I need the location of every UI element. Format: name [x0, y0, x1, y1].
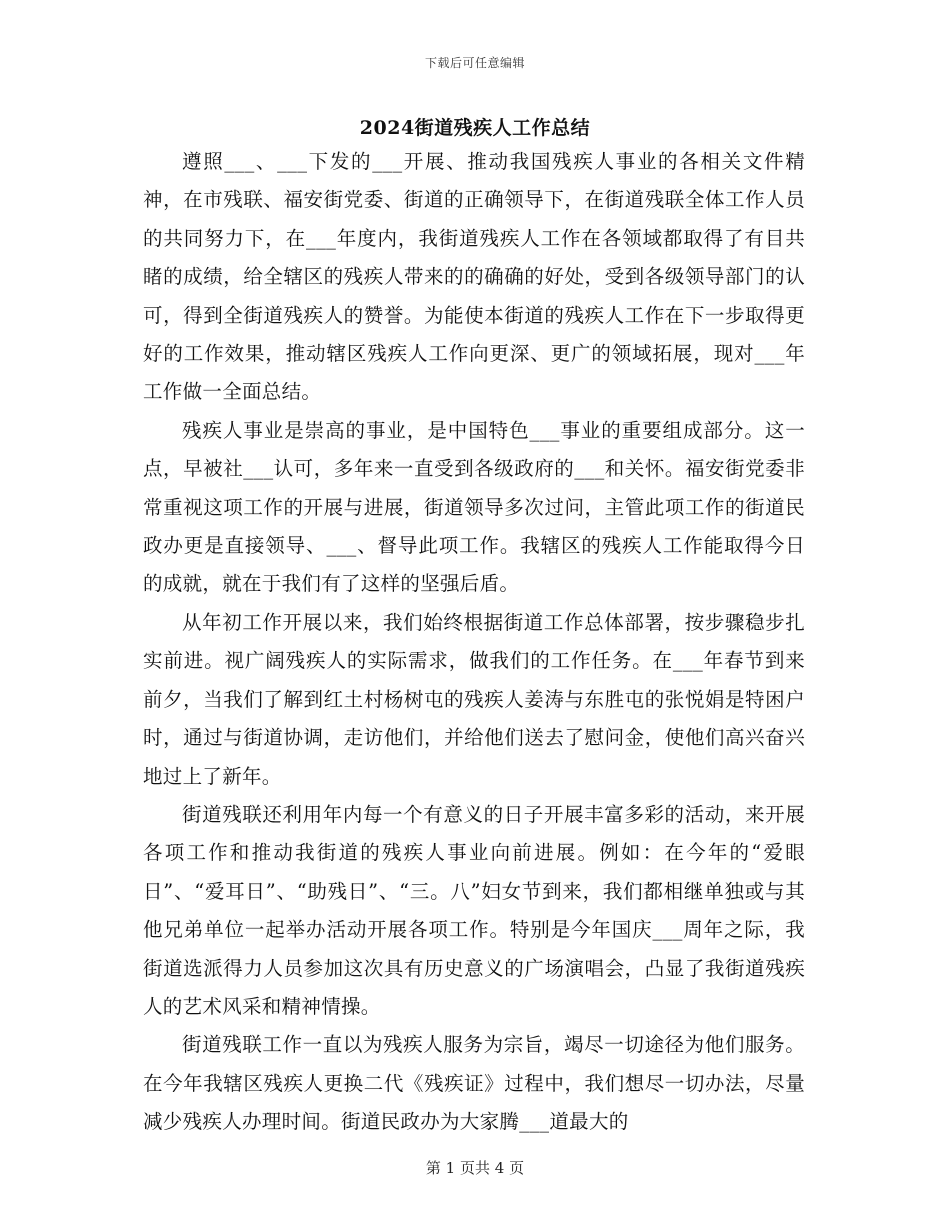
page-header-note: 下载后可任意编辑	[424, 56, 525, 70]
paragraph-5: 街道残联工作一直以为残疾人服务为宗旨，竭尽一切途径为他们服务。在今年我辖区残疾人更换二代《残疾证》过程中，我们想尽一切办法，尽量减少残疾人办理时间。街道民政办为大家腾___道最大的	[143, 1033, 805, 1134]
paragraph-1: 遵照___、___下发的___开展、推动我国残疾人事业的各相关文件精神，在市残联、福安街党委、街道的正确领导下，在街道残联全体工作人员的共同努力下，在___年度内，我街道残疾人工作在各领域都取得了有目共睹的成绩，给全辖区的残疾人带来的的确确的好处，受到各级领导部门的认可，得到全街道残疾人的赞誉。为能使本街道的残疾人工作在下一步取得更好的工作效果，推动辖区残疾人工作向更深、更广的领域拓展，现对___年工作做一全面总结。	[143, 150, 805, 404]
paragraph-3: 从年初工作开展以来，我们始终根据街道工作总体部署，按步骤稳步扎实前进。视广阔残疾人的实际需求，做我们的工作任务。在___年春节到来前夕，当我们了解到红土村杨树屯的残疾人姜涛与东胜屯的张悦娟是特困户时，通过与街道协调，走访他们，并给他们送去了慰问金，使他们高兴奋兴地过上了新年。	[143, 610, 805, 788]
document-body	[143, 143, 805, 1142]
page-number-footer: 第 1 页共 4 页	[425, 1159, 525, 1177]
document-title: 2024街道残疾人工作总结	[359, 117, 591, 139]
paragraph-2: 残疾人事业是崇高的事业，是中国特色___事业的重要组成部分。这一点，早被社___认可，多年来一直受到各级政府的___和关怀。福安街党委非常重视这项工作的开展与进展，街道领导多次过问，主管此项工作的街道民政办更是直接领导、___、督导此项工作。我辖区的残疾人工作能取得今日的成就，就在于我们有了这样的坚强后盾。	[143, 418, 805, 596]
paragraph-4: 街道残联还利用年内每一个有意义的日子开展丰富多彩的活动，来开展各项工作和推动我街道的残疾人事业向前进展。例如：在今年的“爱眼日”、“爱耳日”、“助残日”、“三。八”妇女节到来，我们都相继单独或与其他兄弟单位一起举办活动开展各项工作。特别是今年国庆___周年之际，我街道选派得力人员参加这次具有历史意义的广场演唱会，凸显了我街道残疾人的艺术风采和精神情操。	[143, 802, 805, 1018]
